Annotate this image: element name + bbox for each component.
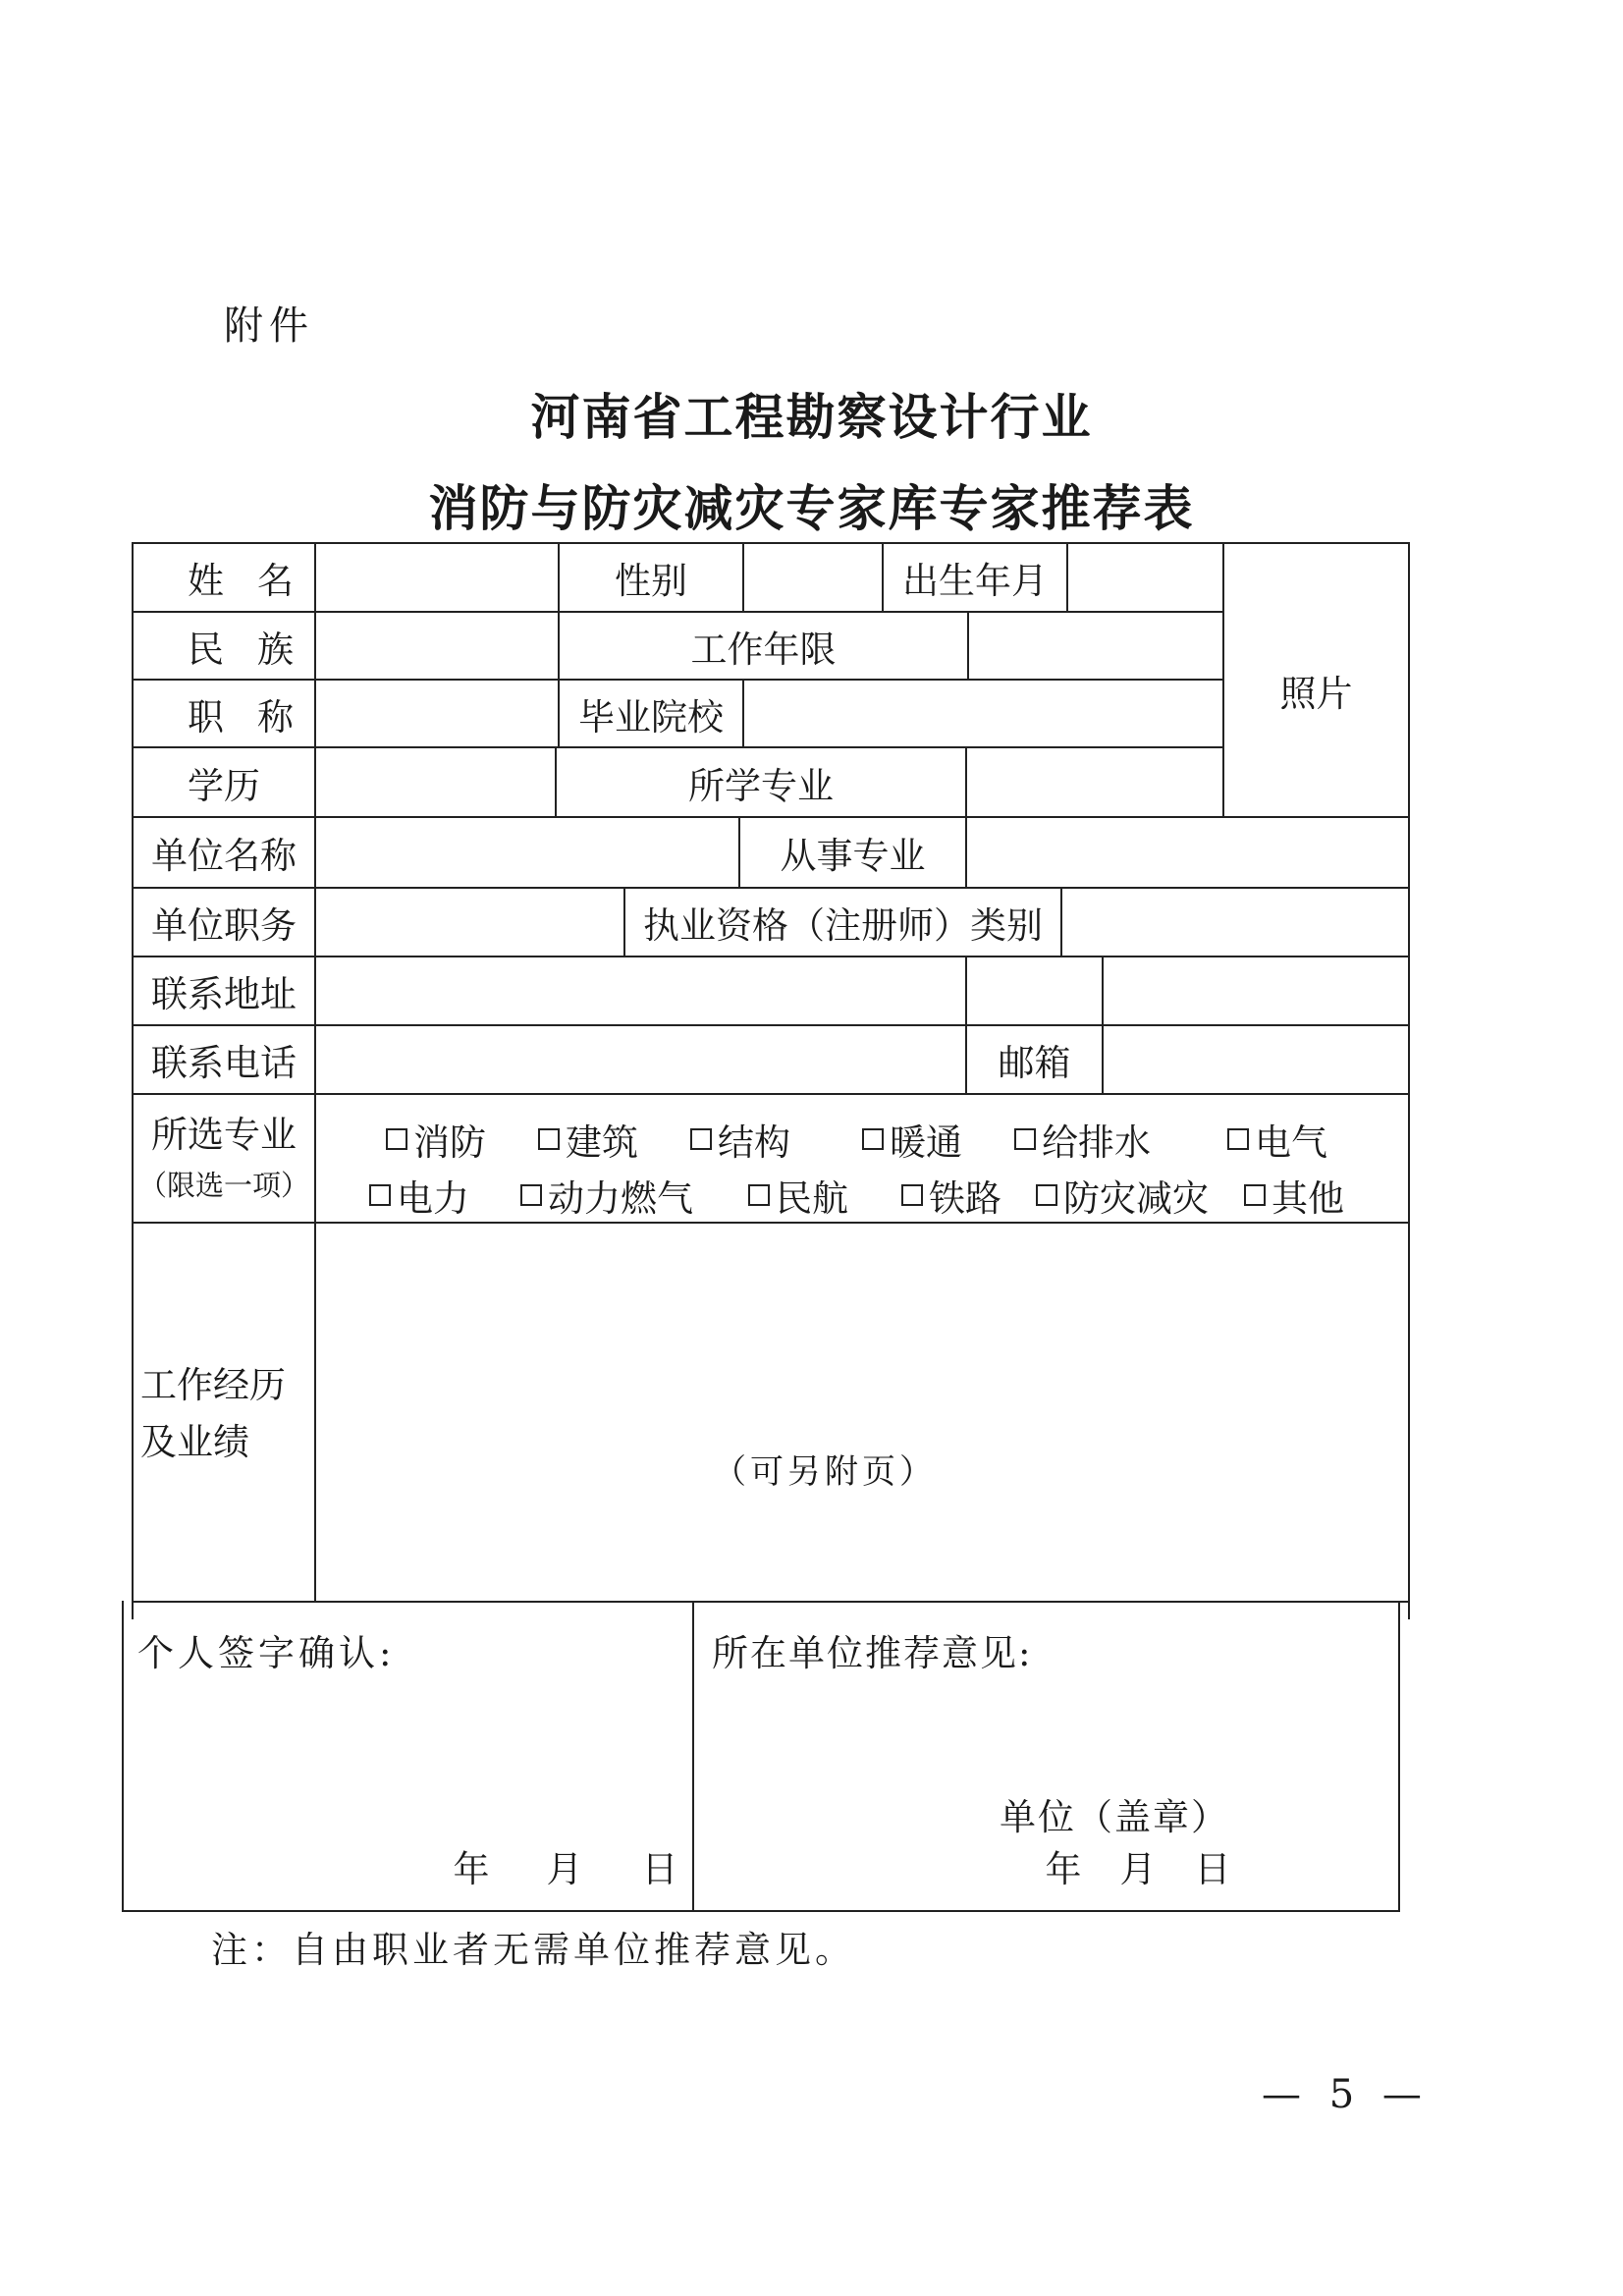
email-field[interactable]	[1104, 1026, 1408, 1093]
checkbox-icon[interactable]	[1036, 1184, 1057, 1206]
experience-label-line1: 工作经历	[140, 1364, 286, 1406]
page-number: — 5 —	[1262, 2072, 1430, 2117]
gender-label: 性别	[615, 560, 687, 602]
address-field[interactable]	[316, 957, 965, 1024]
option-nuantong[interactable]	[862, 1113, 962, 1166]
school-label: 毕业院校	[578, 695, 724, 738]
personal-day: 日	[641, 1848, 678, 1890]
school-field[interactable]	[744, 681, 1222, 746]
unit-day: 日	[1194, 1848, 1231, 1890]
option-geipaishui[interactable]	[1014, 1113, 1151, 1166]
gender-field[interactable]	[744, 544, 882, 611]
option-qita[interactable]	[1244, 1169, 1344, 1222]
attach-note: （可另附页）	[713, 1451, 937, 1492]
address-extra-field[interactable]	[967, 957, 1102, 1024]
page-title-line2: 消防与防灾减灾专家库专家推荐表	[428, 479, 1195, 537]
checkbox-icon[interactable]	[1227, 1128, 1249, 1150]
option-label: 动力燃气	[548, 1177, 693, 1220]
selected-major-label: 所选专业	[151, 1114, 297, 1156]
option-label: 结构	[718, 1121, 790, 1164]
option-dianqi[interactable]	[1227, 1113, 1327, 1166]
qualification-label: 执业资格（注册师）类别	[643, 904, 1043, 947]
major-field[interactable]	[967, 748, 1222, 816]
unit-year: 年	[1045, 1848, 1082, 1890]
ethnicity-field[interactable]	[316, 613, 558, 679]
checkbox-icon[interactable]	[520, 1184, 542, 1206]
unit-position-field[interactable]	[316, 889, 623, 956]
checkbox-icon[interactable]	[538, 1128, 560, 1150]
education-label: 学历	[188, 764, 260, 807]
work-years-field[interactable]	[969, 613, 1222, 679]
phone-label: 联系电话	[151, 1042, 297, 1084]
unit-month: 月	[1119, 1848, 1157, 1890]
option-label: 消防	[413, 1121, 486, 1164]
limit-one-label: （限选一项）	[137, 1168, 309, 1202]
option-jiegou[interactable]	[690, 1113, 790, 1166]
name-label: 姓名	[188, 560, 327, 602]
personal-month: 月	[546, 1848, 583, 1890]
option-tielu[interactable]	[901, 1169, 1001, 1222]
experience-field[interactable]	[316, 1224, 1408, 1601]
option-donglirqi[interactable]	[520, 1169, 693, 1222]
option-label: 暖通	[890, 1121, 962, 1164]
unit-opinion-label: 所在单位推荐意见:	[712, 1632, 1033, 1674]
option-dianli[interactable]	[369, 1169, 469, 1222]
checkbox-icon[interactable]	[1244, 1184, 1266, 1206]
education-field[interactable]	[316, 748, 555, 816]
major-label: 所学专业	[688, 764, 834, 807]
checkbox-icon[interactable]	[1014, 1128, 1036, 1150]
checkbox-icon[interactable]	[748, 1184, 770, 1206]
name-field[interactable]	[316, 544, 558, 611]
checkbox-icon[interactable]	[901, 1184, 923, 1206]
checkbox-icon[interactable]	[386, 1128, 407, 1150]
option-xiaofang[interactable]	[386, 1113, 486, 1166]
option-label: 防灾减灾	[1063, 1177, 1209, 1220]
attachment-label: 附件	[224, 303, 314, 349]
address-extra-field-2[interactable]	[1104, 957, 1408, 1024]
option-label: 其他	[1271, 1177, 1344, 1220]
email-label: 邮箱	[998, 1042, 1071, 1084]
option-jianzhu[interactable]	[538, 1113, 638, 1166]
field-field[interactable]	[967, 818, 1408, 887]
unit-seal-label: 单位（盖章）	[1000, 1796, 1229, 1838]
checkbox-icon[interactable]	[369, 1184, 391, 1206]
title-field[interactable]	[316, 681, 558, 746]
qualification-field[interactable]	[1062, 889, 1408, 956]
option-label: 建筑	[566, 1121, 638, 1164]
footer-note: 注：自由职业者无需单位推荐意见。	[211, 1929, 855, 1971]
page-title-line1: 河南省工程勘察设计行业	[530, 388, 1093, 446]
unit-name-field[interactable]	[316, 818, 738, 887]
option-label: 铁路	[929, 1177, 1001, 1220]
title-label: 职称	[188, 695, 327, 738]
option-label: 民航	[776, 1177, 848, 1220]
work-years-label: 工作年限	[690, 628, 837, 671]
unit-position-label: 单位职务	[151, 904, 297, 947]
unit-name-label: 单位名称	[151, 835, 297, 877]
birth-field[interactable]	[1068, 544, 1222, 611]
personal-sign-label: 个人签字确认:	[137, 1632, 396, 1674]
option-label: 电气	[1255, 1121, 1327, 1164]
birth-label: 出生年月	[902, 560, 1048, 602]
phone-field[interactable]	[316, 1026, 965, 1093]
experience-label-line2: 及业绩	[140, 1421, 249, 1463]
ethnicity-label: 民族	[188, 628, 327, 671]
address-label: 联系地址	[151, 973, 297, 1015]
photo-cell[interactable]: 照片	[1279, 673, 1353, 715]
checkbox-icon[interactable]	[862, 1128, 884, 1150]
option-label: 给排水	[1042, 1121, 1151, 1164]
option-label: 电力	[397, 1177, 469, 1220]
field-label: 从事专业	[780, 835, 926, 877]
personal-year: 年	[453, 1848, 490, 1890]
option-minhang[interactable]	[748, 1169, 848, 1222]
checkbox-icon[interactable]	[690, 1128, 712, 1150]
option-fangzai[interactable]	[1036, 1169, 1209, 1222]
